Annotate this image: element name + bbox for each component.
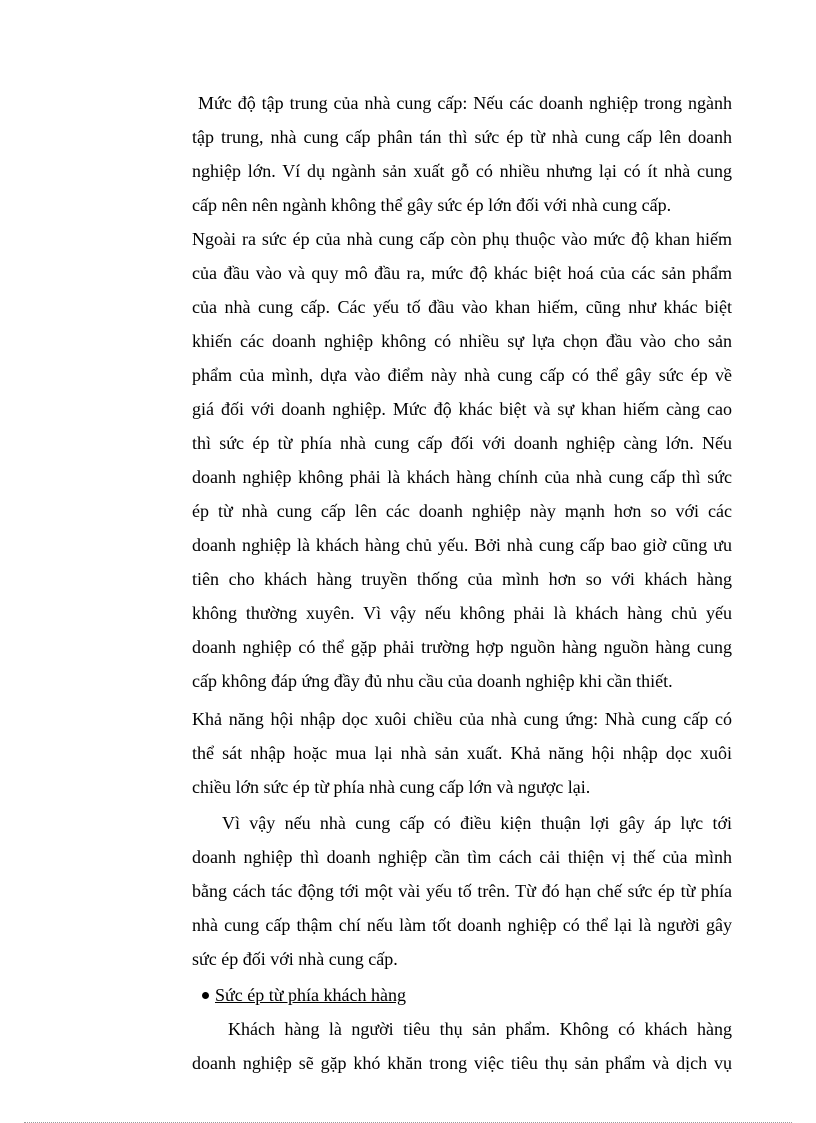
- paragraph-1-line-3: nghiệp lớn. Ví dụ ngành sản xuất gỗ có nhiều nhưng lại có ít nhà cung: [192, 161, 732, 181]
- paragraph-4-line-4: nhà cung cấp thậm chí nếu làm tốt doanh nghiệp có thể lại là người gây: [192, 915, 732, 935]
- paragraph-2-line-9: ép từ nhà cung cấp lên các doanh nghiệp này mạnh hơn so với các: [192, 501, 732, 521]
- paragraph-3-line-1: Khả năng hội nhập dọc xuôi chiều của nhà cung ứng: Nhà cung cấp có: [192, 709, 732, 729]
- paragraph-2-line-14: cấp không đáp ứng đầy đủ nhu cầu của doanh nghiệp khi cần thiết.: [192, 671, 673, 691]
- paragraph-2-line-10: doanh nghiệp là khách hàng chủ yếu. Bởi nhà cung cấp bao giờ cũng ưu: [192, 535, 732, 555]
- paragraph-2-line-6: giá đối với doanh nghiệp. Mức độ khác biệt và sự khan hiếm càng cao: [192, 399, 732, 419]
- paragraph-2-line-5: phẩm của mình, dựa vào điểm này nhà cung cấp có thể gây sức ép về: [192, 365, 732, 385]
- closing-paragraph-line-2: doanh nghiệp sẽ gặp khó khăn trong việc tiêu thụ sản phẩm và dịch vụ: [192, 1053, 732, 1073]
- paragraph-4-line-5: sức ép đối với nhà cung cấp.: [192, 949, 398, 969]
- paragraph-2-line-8: doanh nghiệp không phải là khách hàng chính của nhà cung cấp thì sức: [192, 467, 732, 487]
- closing-paragraph-line-1: Khách hàng là người tiêu thụ sản phẩm. Không có khách hàng: [228, 1019, 732, 1039]
- paragraph-2-line-13: doanh nghiệp có thể gặp phải trường hợp nguồn hàng nguồn hàng cung: [192, 637, 732, 657]
- paragraph-4-line-2: doanh nghiệp thì doanh nghiệp cần tìm cách cải thiện vị thế của mình: [192, 847, 732, 867]
- paragraph-2-line-11: tiên cho khách hàng truyền thống của mình hơn so với khách hàng: [192, 569, 732, 589]
- bullet-icon: [202, 992, 209, 999]
- section-heading-text: Sức ép từ phía khách hàng: [215, 985, 406, 1005]
- paragraph-1-line-4: cấp nên nên ngành không thể gây sức ép lớn đối với nhà cung cấp.: [192, 195, 672, 215]
- paragraph-3-line-3: chiều lớn sức ép từ phía nhà cung cấp lớn và ngược lại.: [192, 777, 591, 797]
- paragraph-2-line-3: của nhà cung cấp. Các yếu tố đầu vào khan hiếm, cũng như khác biệt: [192, 297, 732, 317]
- paragraph-2-line-7: thì sức ép từ phía nhà cung cấp đối với doanh nghiệp càng lớn. Nếu: [192, 433, 732, 453]
- paragraph-4-line-3: bằng cách tác động tới một vài yếu tố trên. Từ đó hạn chế sức ép từ phía: [192, 881, 732, 901]
- paragraph-2-line-1: Ngoài ra sức ép của nhà cung cấp còn phụ thuộc vào mức độ khan hiếm: [192, 229, 732, 249]
- paragraph-2-line-2: của đầu vào và quy mô đầu ra, mức độ khác biệt hoá của các sản phẩm: [192, 263, 732, 283]
- paragraph-2-line-12: không thường xuyên. Vì vậy nếu không phải là khách hàng chủ yếu: [192, 603, 732, 623]
- paragraph-1-line-2: tập trung, nhà cung cấp phân tán thì sức ép từ nhà cung cấp lên doanh: [192, 127, 732, 147]
- paragraph-2-line-4: khiến các doanh nghiệp không có nhiều sự lựa chọn đầu vào cho sản: [192, 331, 732, 351]
- section-heading: [202, 978, 406, 1012]
- paragraph-3-line-2: thể sát nhập hoặc mua lại nhà sản xuất. Khả năng hội nhập dọc xuôi: [192, 743, 732, 763]
- paragraph-1-line-1: Mức độ tập trung của nhà cung cấp: Nếu các doanh nghiệp trong ngành: [198, 93, 732, 113]
- paragraph-4-line-1: Vì vậy nếu nhà cung cấp có điều kiện thuận lợi gây áp lực tới: [222, 813, 732, 833]
